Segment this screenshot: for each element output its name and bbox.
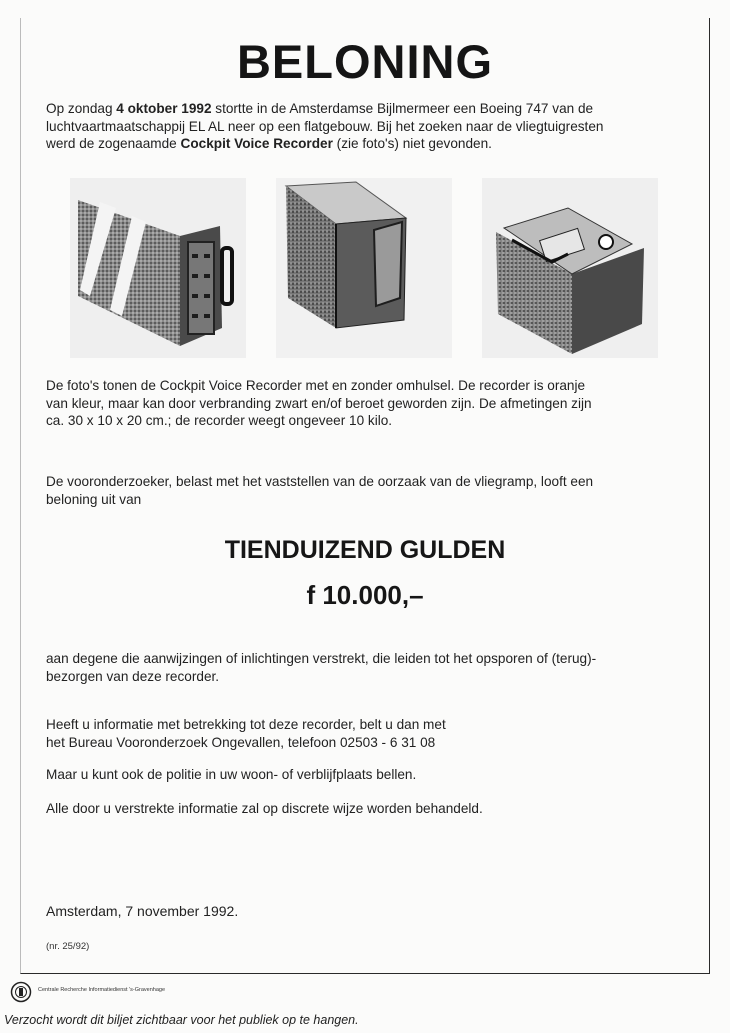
intro-text: luchtvaartmaatschappij EL AL neer op een flatgebouw. Bij het zoeken naar de vliegtuigresten [46,118,604,134]
caption-text: van kleur, maar kan door verbranding zwart en/of beroet geworden zijn. De afmetingen zijn [46,395,592,411]
footer-organization: Centrale Recherche Informatiedienst 's-Gravenhage [38,987,166,993]
issue-date: Amsterdam, 7 november 1992. [46,903,239,919]
reward-amount-words: TIENDUIZEND GULDEN [224,536,506,564]
investigator-text: De vooronderzoeker, belast met het vaststellen van de oorzaak van de vliegramp, looft een [46,474,594,489]
reference-number: (nr. 25/92) [46,941,90,952]
reward-amount-number: f 10.000,– [306,580,424,610]
discretion-line: Alle door u verstrekte informatie zal op discrete wijze worden behandeld. [46,801,483,816]
photo-caption [46,377,696,430]
intro-text: werd de zogenaamde [46,136,181,151]
contact-text: Heeft u informatie met betrekking tot deze recorder, belt u dan met [46,717,446,732]
recorder-photo-closed [276,178,452,358]
poster-title: BELONING [236,35,494,88]
caption-text: De foto's tonen de Cockpit Voice Recorder met en zonder omhulsel. De recorder is oranje [46,378,586,393]
caption-text: ca. 30 x 10 x 20 cm.; de recorder weegt ongeveer 10 kilo. [46,413,393,428]
recipient-paragraph [46,650,696,685]
recorder-photo-with-casing [70,178,246,358]
intro-text: (zie foto's) niet gevonden. [332,136,492,151]
intro-text: stortte in de Amsterdamse Bijlmermeer een Boeing 747 van de [211,101,594,116]
recorder-photo-without-casing [482,178,658,358]
intro-paragraph [46,100,696,153]
footer-note: Verzocht wordt dit biljet zichtbaar voor het publiek op te hangen. [4,1013,359,1027]
recorder-name: Cockpit Voice Recorder [180,136,333,151]
investigator-text: beloning uit van [46,491,142,507]
contact-paragraph [46,716,696,751]
cri-emblem-icon [10,981,32,1003]
recipient-text: bezorgen van deze recorder. [46,668,220,684]
police-line: Maar u kunt ook de politie in uw woon- of verblijfplaats bellen. [46,767,417,782]
contact-phone-line: het Bureau Vooronderzoek Ongevallen, telefoon 02503 - 6 31 08 [46,734,436,750]
investigator-paragraph [46,473,696,508]
crash-date: 4 oktober 1992 [116,101,212,116]
recipient-text: aan degene die aanwijzingen of inlichtingen verstrekt, die leiden tot het opsporen of (terug)- [46,651,597,666]
intro-text: Op zondag [46,101,117,116]
